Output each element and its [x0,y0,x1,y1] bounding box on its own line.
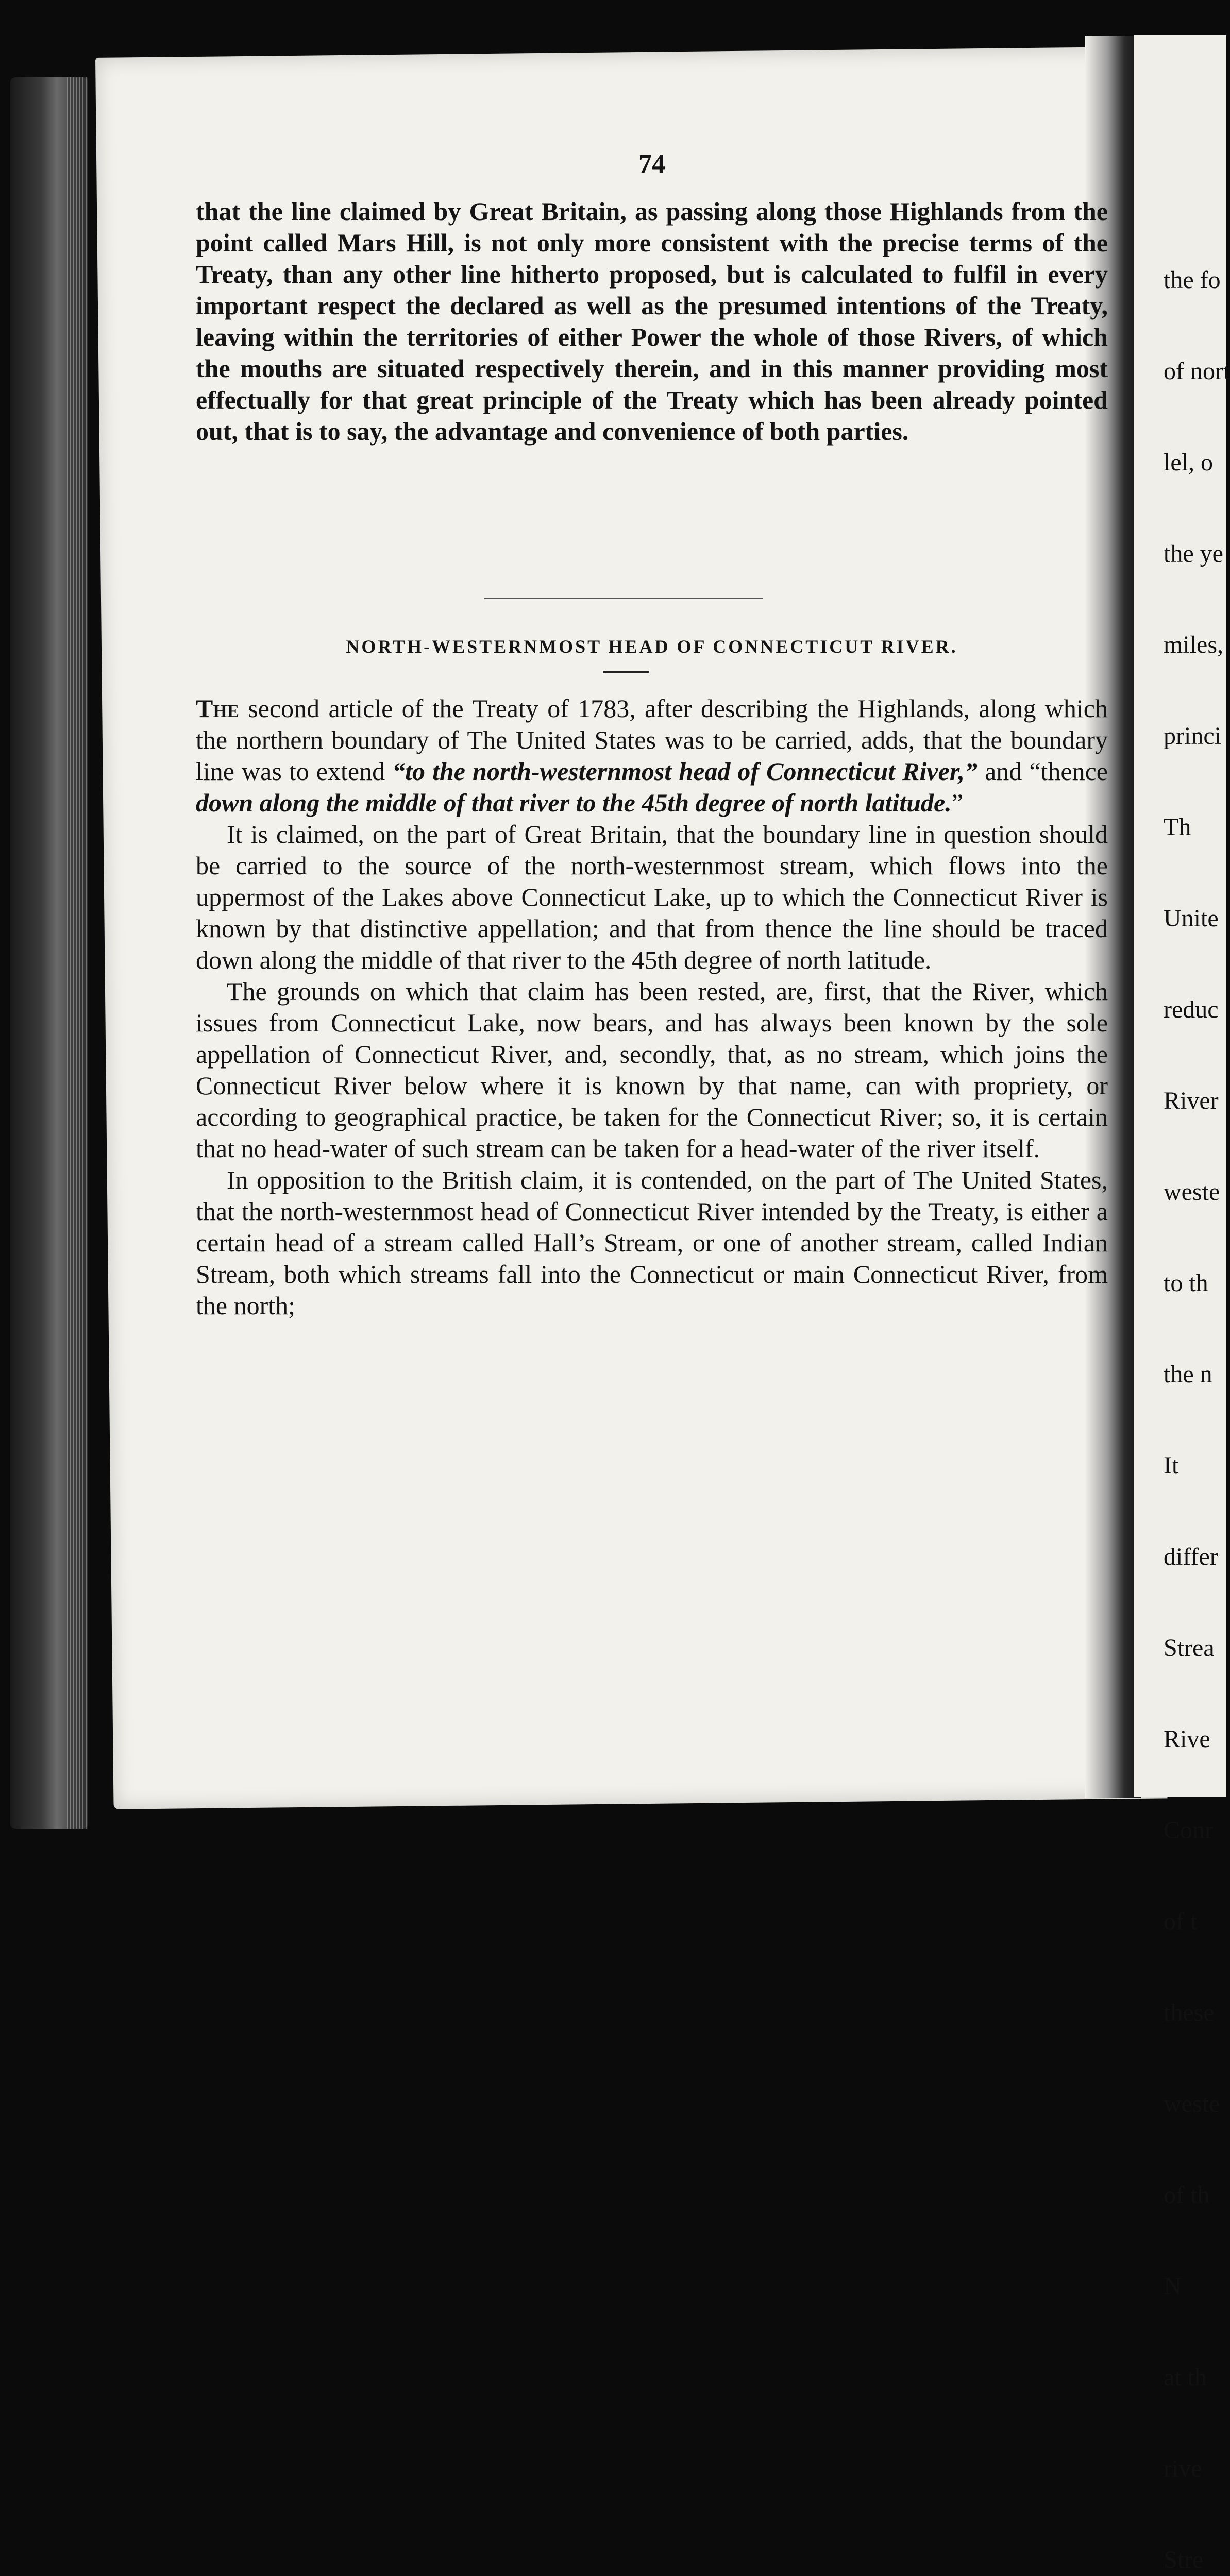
frag-line: lel, o [1164,449,1213,476]
para1-text-a: second article of the Treaty of 1783, after describing the Highlands, along which the northern boundary of The United States was to be carried, adds, that the boundary line was to extend [196,694,1108,786]
frag-line: Conr [1164,1817,1213,1844]
frag-line: Unite [1164,905,1219,932]
para1-text-b: and “thence [978,757,1108,786]
frag-line: rive [1164,2455,1202,2482]
para1-quote-2: down along the middle of that river to the 45th degree of north latitude. [196,788,952,817]
frag-line: River [1164,1087,1219,1114]
frag-line: Th [1164,814,1191,841]
frag-line: Rive [1164,1725,1210,1753]
frag-line: to th [1164,1269,1208,1297]
frag-line: N [1164,2273,1182,2300]
section-divider [484,598,763,599]
right-page-text [1164,204,1230,2576]
continuation-paragraph: that the line claimed by Great Britain, as passing along those Highlands from the point called Mars Hill, is not only more consistent with the precise terms of the Treaty, than any other line hitherto proposed, but is calculated to fulfil in every important respect the declared as well as the presumed intentions of the Treaty, leaving within the territories of either Power the whole of those Rivers, of which the mouths are situated respectively therein, and in this manner providing most effectually for that great principle of the Treaty which has been already pointed out, that is to say, the advantage and convenience of both parties. [196,197,1108,446]
right-page-fragment [1134,35,1230,2573]
frag-line: princi [1164,722,1221,750]
dropcap-word: The [196,694,239,723]
paragraph-1 [196,693,1108,819]
frag-line: of th [1164,2181,1210,2209]
frag-line: reduc [1164,996,1219,1023]
frag-line: the ye [1164,540,1223,567]
frag-line: of t [1164,1908,1198,1935]
frag-line: of nort [1164,358,1230,385]
frag-line: weste [1164,1178,1220,1206]
frag-line: these [1164,1999,1215,2026]
heading-rule [603,671,649,673]
paragraph-3: The grounds on which that claim has been rested, are, first, that the River, which issues from Connecticut Lake, now bears, and has always been known by the sole appellation of Connecticut River, and, secondly, that, as no stream, which joins the Connecticut River below where it is known by that name, can with propriety, or according to geographical practice, be taken for the Connecticut River; so, it is certain that no head-water of such stream can be taken for a head-water of the river itself. [196,977,1108,1163]
section-body [196,693,1108,1321]
section-heading: NORTH-WESTERNMOST HEAD OF CONNECTICUT RIVER. [346,636,958,657]
frag-line: It [1164,1452,1179,1479]
page-number: 74 [638,149,665,179]
frag-line: weste [1164,2090,1220,2117]
para1-quote-1: “to the north-westernmost head of Connecticut River,” [392,757,978,786]
frag-line: miles, [1164,631,1223,658]
frag-line: at th [1164,2364,1207,2391]
frag-line: Strea [1164,1634,1215,1662]
paragraph-4: In opposition to the British claim, it is contended, on the part of The United States, that the north-westernmost head of Connecticut River intended by the Treaty, is either a certain head of a stream called Hall’s Stream, or one of another stream, called Indian Stream, both which streams fall into the Connecticut or main Connecticut River, from the north; [196,1165,1108,1320]
page-edges [67,77,88,1829]
frag-line: Stre [1164,2546,1204,2573]
frag-line: differ [1164,1543,1218,1570]
frag-line: the fo [1164,266,1221,294]
paragraph-2: It is claimed, on the part of Great Britain, that the boundary line in question should be carried to the source of the north-westernmost stream, which flows into the uppermost of the Lakes above Connecticut Lake, up to which the Connecticut River is known by that distinctive appellation; and that from thence the line should be traced down along the middle of that river to the 45th degree of north latitude. [196,820,1108,974]
para1-text-c: ” [951,788,963,817]
frag-line: the n [1164,1361,1212,1388]
